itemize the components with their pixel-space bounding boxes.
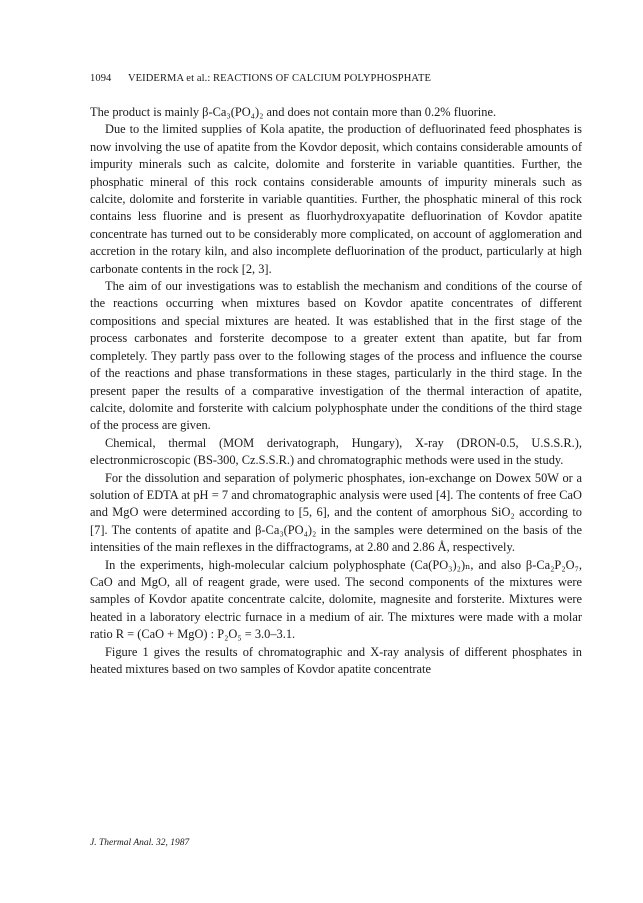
paragraph: Figure 1 gives the results of chromatographic and X-ray analysis of different phosphates in heated mixtures based on two samples of Kovdor apatite concentrate: [90, 644, 582, 676]
paragraph: The product is mainly β-Ca₃(PO₄)₂ and does not contain more than 0.2% fluorine.: [90, 105, 497, 119]
paragraph: In the experiments, high-molecular calcium polyphosphate (Ca(PO₃)₂)ₙ, and also β-Ca₂P₂O₇, CaO and MgO, all of reagent grade, were used. The second components of the mixtures were samples of Kovdor apatite concentrate calcite, dolomite, magnesite and forsterite. Mixtures were heated in a laboratory electric furnace in a medium of air. The mixtures were made with a molar ratio R = (CaO + MgO) : P₂O₅ = 3.0–3.1.: [90, 557, 582, 642]
article-body: [90, 104, 582, 678]
paragraph: Due to the limited supplies of Kola apatite, the production of defluorinated feed phosphates is now involving the use of apatite from the Kovdor deposit, which contains considerable amounts of impurity minerals such as calcite, dolomite and forsterite in variable quantities. Further, the phosphatic mineral of this rock contains considerable amounts of impurity minerals such as calcite, dolomite and forsterite in variable quantities. Further, the phosphatic mineral of this rock contains less fluorine and is present as fluorhydroxyapatite defluorination of Kovdor apatite concentrate has turned out to be considerably more complicated, on account of agglomeration and accretion in the rotary kiln, and also incomplete defluorination of the product, particularly at high carbonate contents in the rock [2, 3].: [90, 122, 582, 276]
journal-footer: J. Thermal Anal. 32, 1987: [90, 838, 190, 848]
paragraph: For the dissolution and separation of polymeric phosphates, ion-exchange on Dowex 50W or a solution of EDTA at pH = 7 and chromatographic analysis were used [4]. The contents of free CaO and MgO were determined according to [5, 6], and the content of amorphous SiO₂ according to [7]. The contents of apatite and β-Ca₃(PO₄)₂ in the samples were determined on the basis of the intensities of the main reflexes in the diffractograms, at 2.80 and 2.86 Å, respectively.: [90, 470, 582, 555]
paragraph: The aim of our investigations was to establish the mechanism and conditions of the course of the reactions occurring when mixtures based on Kovdor apatite concentrates of different compositions and special mixtures are heated. It was established that in the first stage of the process carbonates and forsterite decompose to a greater extent than apatite, but far from completely. They partly pass over to the following stages of the process and influence the course of the reactions and phase transformations in these stages, particularly in the third stage. In the present paper the results of a comparative investigation of the thermal interaction of apatite, calcite, dolomite and forsterite with calcium polyphosphate under the conditions of the third stage of the process are given.: [90, 279, 582, 433]
page-number: 1094: [90, 73, 112, 84]
paragraph: Chemical, thermal (MOM derivatograph, Hungary), X-ray (DRON-0.5, U.S.S.R.), electronmicroscopic (BS-300, Cz.S.S.R.) and chromatographic methods were used in the study.: [90, 435, 582, 468]
running-title: VEIDERMA et al.: REACTIONS OF CALCIUM POLYPHOSPHATE: [127, 73, 431, 84]
running-header: [90, 73, 431, 84]
